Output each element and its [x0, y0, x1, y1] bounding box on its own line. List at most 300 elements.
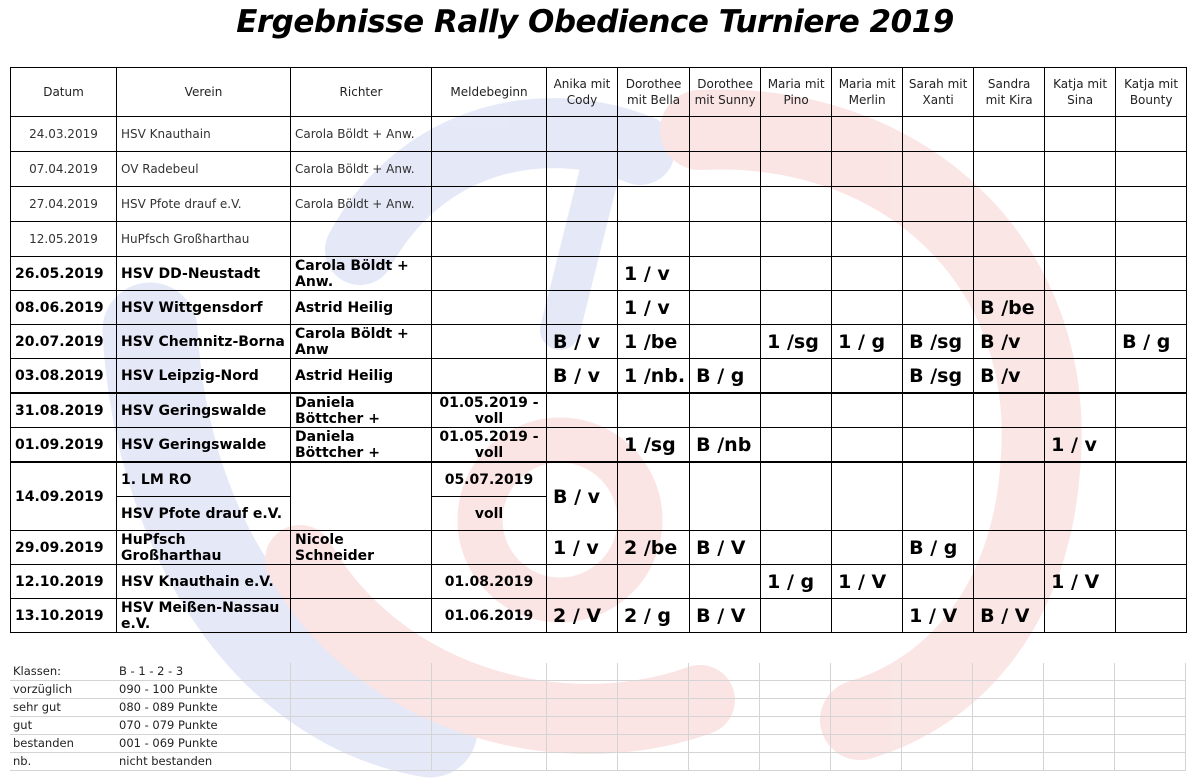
header-team-4: [832, 68, 903, 117]
cell-verein: HSV Pfote drauf e.V.: [117, 497, 291, 531]
cell-verein: HSV Knauthain: [117, 117, 291, 152]
cell-meldebeginn: 01.06.2019: [432, 599, 547, 633]
cell-result: [1045, 393, 1116, 428]
cell-result: [974, 428, 1045, 463]
cell-meldebeginn: 05.07.2019: [432, 462, 547, 497]
cell-result: 1 / v: [618, 291, 690, 325]
cell-meldebeginn: [432, 325, 547, 359]
legend-empty-cell: [688, 753, 759, 771]
header-team-line1: Anika mit: [553, 77, 611, 91]
cell-result: [690, 257, 761, 291]
cell-result: [761, 291, 832, 325]
cell-result: [1116, 222, 1187, 257]
legend-empty-cell: [1043, 681, 1114, 699]
cell-richter: Daniela Böttcher +: [291, 393, 432, 428]
legend-empty-cell: [1114, 735, 1185, 753]
table-row: [11, 599, 1187, 633]
legend-empty-cell: [759, 699, 830, 717]
cell-result: [903, 462, 974, 531]
cell-result: [690, 152, 761, 187]
cell-result: [690, 117, 761, 152]
legend-empty-cell: [431, 681, 546, 699]
cell-result: [690, 325, 761, 359]
table-row: [11, 325, 1187, 359]
cell-result: [618, 152, 690, 187]
cell-result: B / v: [547, 359, 618, 394]
cell-result: B /v: [974, 325, 1045, 359]
cell-meldebeginn: [432, 359, 547, 394]
legend-empty-cell: [901, 663, 972, 681]
cell-result: [690, 565, 761, 599]
cell-result: [974, 152, 1045, 187]
cell-result: [1045, 531, 1116, 565]
legend-empty-cell: [1114, 717, 1185, 735]
cell-verein: HSV DD-Neustadt: [117, 257, 291, 291]
legend-empty-cell: [1043, 699, 1114, 717]
cell-result: [832, 222, 903, 257]
header-team-0: [547, 68, 618, 117]
cell-result: [974, 565, 1045, 599]
cell-datum: 29.09.2019: [11, 531, 117, 565]
legend-empty-cell: [546, 753, 617, 771]
legend-empty-cell: [901, 753, 972, 771]
cell-result: [903, 117, 974, 152]
cell-result: 1 / v: [618, 257, 690, 291]
legend-empty-cell: [901, 699, 972, 717]
header-team-line1: Sandra: [987, 77, 1031, 91]
legend-empty-cell: [830, 735, 901, 753]
cell-meldebeginn: [432, 531, 547, 565]
legend-empty-cell: [290, 735, 431, 753]
cell-result: [690, 187, 761, 222]
cell-result: B / V: [974, 599, 1045, 633]
cell-result: 1 / g: [761, 565, 832, 599]
cell-result: [974, 187, 1045, 222]
legend-empty-cell: [688, 663, 759, 681]
table-row: [11, 565, 1187, 599]
cell-datum: 12.10.2019: [11, 565, 117, 599]
cell-result: B /sg: [903, 359, 974, 394]
cell-richter: Astrid Heilig: [291, 359, 432, 394]
legend-row: [10, 717, 1185, 735]
cell-result: [547, 393, 618, 428]
legend-key: nb.: [10, 753, 116, 771]
cell-result: [690, 222, 761, 257]
legend-empty-cell: [759, 753, 830, 771]
header-team-line2: Bounty: [1129, 93, 1173, 107]
cell-result: [903, 428, 974, 463]
legend-empty-cell: [546, 681, 617, 699]
cell-result: [1045, 257, 1116, 291]
cell-result: [690, 393, 761, 428]
legend-empty-cell: [1043, 735, 1114, 753]
header-team-line1: Dorothee: [625, 77, 682, 91]
legend-empty-cell: [1043, 663, 1114, 681]
header-team-line2: Sina: [1067, 93, 1094, 107]
cell-result: B /be: [974, 291, 1045, 325]
cell-datum: 31.08.2019: [11, 393, 117, 428]
legend-key: Klassen:: [10, 663, 116, 681]
legend-row: [10, 663, 1185, 681]
cell-result: [832, 187, 903, 222]
legend-empty-cell: [830, 681, 901, 699]
cell-verein: HuPfsch Großharthau: [117, 222, 291, 257]
header-richter: Richter: [291, 68, 432, 117]
cell-result: [832, 462, 903, 531]
cell-richter: Carola Böldt + Anw.: [291, 187, 432, 222]
legend-empty-cell: [972, 699, 1043, 717]
cell-richter: Nicole Schneider: [291, 531, 432, 565]
cell-result: [1116, 428, 1187, 463]
cell-result: [761, 359, 832, 394]
legend-empty-cell: [431, 717, 546, 735]
table-row: [11, 291, 1187, 325]
cell-result: [974, 462, 1045, 531]
cell-meldebeginn: [432, 222, 547, 257]
header-team-line2: Cody: [566, 93, 598, 107]
header-team-line1: Dorothee: [697, 77, 753, 91]
header-team-1: [618, 68, 690, 117]
cell-verein: HSV Wittgensdorf: [117, 291, 291, 325]
header-team-line2: mit Sunny: [694, 93, 756, 107]
cell-richter: [291, 565, 432, 599]
cell-result: [761, 393, 832, 428]
cell-result: [1045, 222, 1116, 257]
cell-result: [690, 291, 761, 325]
cell-result: 1 /be: [618, 325, 690, 359]
legend-empty-cell: [431, 735, 546, 753]
cell-result: [974, 222, 1045, 257]
cell-result: [1045, 117, 1116, 152]
cell-result: 2 / V: [547, 599, 618, 633]
header-team-line1: Maria mit: [767, 77, 825, 91]
table-row: [11, 222, 1187, 257]
cell-meldebeginn: [432, 117, 547, 152]
cell-richter: Carola Böldt + Anw.: [291, 257, 432, 291]
legend-empty-cell: [830, 663, 901, 681]
cell-result: 1 /sg: [618, 428, 690, 463]
legend-empty-cell: [617, 663, 688, 681]
cell-result: B / v: [547, 325, 618, 359]
legend-empty-cell: [1043, 753, 1114, 771]
legend-value: nicht bestanden: [116, 753, 290, 771]
legend-empty-cell: [546, 663, 617, 681]
cell-richter: [291, 599, 432, 633]
cell-meldebeginn: 01.08.2019: [432, 565, 547, 599]
legend-key: sehr gut: [10, 699, 116, 717]
cell-result: [1116, 565, 1187, 599]
cell-richter: Carola Böldt + Anw.: [291, 152, 432, 187]
header-team-line2: Xanti: [922, 93, 954, 107]
cell-result: 1 / g: [832, 325, 903, 359]
header-row: [11, 68, 1187, 117]
cell-verein: 1. LM RO: [117, 462, 291, 497]
cell-result: [1045, 291, 1116, 325]
cell-result: [618, 187, 690, 222]
cell-result: [1116, 531, 1187, 565]
cell-result: [618, 462, 690, 531]
table-row: [11, 359, 1187, 394]
cell-result: [974, 393, 1045, 428]
cell-result: B / V: [690, 599, 761, 633]
cell-result: [832, 152, 903, 187]
legend-empty-cell: [431, 699, 546, 717]
cell-result: [547, 428, 618, 463]
cell-result: B / g: [690, 359, 761, 394]
cell-verein: HSV Geringswalde: [117, 393, 291, 428]
table-row: [11, 257, 1187, 291]
cell-verein: HuPfsch Großharthau: [117, 531, 291, 565]
cell-datum: 12.05.2019: [11, 222, 117, 257]
header-datum: Datum: [11, 68, 117, 117]
cell-datum: 26.05.2019: [11, 257, 117, 291]
legend-empty-cell: [290, 753, 431, 771]
cell-result: 1 / v: [1045, 428, 1116, 463]
table-row: [11, 428, 1187, 463]
cell-verein: HSV Knauthain e.V.: [117, 565, 291, 599]
legend-empty-cell: [290, 699, 431, 717]
cell-verein: HSV Leipzig-Nord: [117, 359, 291, 394]
header-team-8: [1116, 68, 1187, 117]
legend-empty-cell: [759, 681, 830, 699]
cell-result: [1045, 462, 1116, 531]
legend-value: 070 - 079 Punkte: [116, 717, 290, 735]
cell-result: [974, 531, 1045, 565]
legend-empty-cell: [617, 681, 688, 699]
legend-empty-cell: [759, 735, 830, 753]
cell-result: [903, 257, 974, 291]
legend-empty-cell: [1043, 717, 1114, 735]
cell-datum: 20.07.2019: [11, 325, 117, 359]
cell-result: [547, 152, 618, 187]
results-table: [10, 67, 1187, 633]
cell-result: [547, 117, 618, 152]
cell-datum: 24.03.2019: [11, 117, 117, 152]
cell-result: [903, 187, 974, 222]
cell-richter: [291, 462, 432, 531]
cell-result: [547, 291, 618, 325]
legend-empty-cell: [546, 735, 617, 753]
cell-result: 2 / g: [618, 599, 690, 633]
cell-datum: 01.09.2019: [11, 428, 117, 463]
legend-empty-cell: [546, 717, 617, 735]
cell-result: B / g: [1116, 325, 1187, 359]
header-team-3: [761, 68, 832, 117]
header-meldebeginn: Meldebeginn: [432, 68, 547, 117]
legend-empty-cell: [546, 699, 617, 717]
cell-result: [618, 565, 690, 599]
header-team-line2: mit Bella: [626, 93, 681, 107]
cell-verein: HSV Pfote drauf e.V.: [117, 187, 291, 222]
header-team-line1: Katja mit: [1053, 77, 1108, 91]
legend-empty-cell: [972, 681, 1043, 699]
legend-row: [10, 735, 1185, 753]
legend-empty-cell: [290, 663, 431, 681]
legend-empty-cell: [759, 717, 830, 735]
header-team-7: [1045, 68, 1116, 117]
cell-meldebeginn: [432, 257, 547, 291]
cell-result: [974, 117, 1045, 152]
legend-empty-cell: [830, 717, 901, 735]
legend-empty-cell: [431, 753, 546, 771]
legend-key: gut: [10, 717, 116, 735]
legend-empty-cell: [972, 753, 1043, 771]
legend-empty-cell: [688, 681, 759, 699]
cell-result: [761, 257, 832, 291]
cell-result: 1 / V: [903, 599, 974, 633]
header-team-line2: mit Kira: [985, 93, 1033, 107]
legend-empty-cell: [1114, 699, 1185, 717]
header-team-6: [974, 68, 1045, 117]
legend-value: 001 - 069 Punkte: [116, 735, 290, 753]
table-row: [11, 152, 1187, 187]
cell-result: [547, 565, 618, 599]
legend-empty-cell: [688, 735, 759, 753]
cell-result: [832, 428, 903, 463]
page-title: Ergebnisse Rally Obedience Turniere 2019: [236, 4, 954, 40]
cell-result: 2 /be: [618, 531, 690, 565]
cell-result: [903, 291, 974, 325]
header-team-line1: Katja mit: [1124, 77, 1179, 91]
cell-result: [832, 393, 903, 428]
cell-result: [1116, 462, 1187, 531]
cell-result: B /nb: [690, 428, 761, 463]
cell-datum: 27.04.2019: [11, 187, 117, 222]
legend-empty-cell: [972, 735, 1043, 753]
cell-result: [1116, 257, 1187, 291]
table-row: [11, 393, 1187, 428]
cell-result: [761, 117, 832, 152]
cell-result: [761, 187, 832, 222]
cell-datum: 08.06.2019: [11, 291, 117, 325]
cell-datum: 14.09.2019: [11, 462, 117, 531]
legend-key: vorzüglich: [10, 681, 116, 699]
legend-value: B - 1 - 2 - 3: [116, 663, 290, 681]
cell-result: [903, 393, 974, 428]
table-row: [11, 531, 1187, 565]
cell-richter: Carola Böldt + Anw: [291, 325, 432, 359]
cell-verein: HSV Geringswalde: [117, 428, 291, 463]
cell-result: [761, 462, 832, 531]
cell-result: [832, 531, 903, 565]
cell-result: [832, 359, 903, 394]
cell-result: [832, 257, 903, 291]
cell-result: [1116, 291, 1187, 325]
legend-row: [10, 753, 1185, 771]
legend-value: 080 - 089 Punkte: [116, 699, 290, 717]
header-team-line1: Sarah mit: [908, 77, 968, 91]
cell-result: [903, 565, 974, 599]
cell-result: [761, 222, 832, 257]
cell-richter: [291, 222, 432, 257]
legend-key: bestanden: [10, 735, 116, 753]
header-verein: Verein: [117, 68, 291, 117]
cell-meldebeginn: [432, 187, 547, 222]
legend-table: [10, 663, 1186, 771]
legend-empty-cell: [1114, 681, 1185, 699]
cell-result: [1116, 187, 1187, 222]
legend-empty-cell: [972, 717, 1043, 735]
cell-result: [618, 393, 690, 428]
legend-empty-cell: [688, 717, 759, 735]
cell-verein: HSV Chemnitz-Borna: [117, 325, 291, 359]
cell-richter: Carola Böldt + Anw.: [291, 117, 432, 152]
table-row: [11, 187, 1187, 222]
cell-result: 1 /nb.: [618, 359, 690, 394]
legend-empty-cell: [1114, 663, 1185, 681]
cell-result: [618, 117, 690, 152]
cell-datum: 03.08.2019: [11, 359, 117, 394]
cell-meldebeginn: [432, 152, 547, 187]
legend-empty-cell: [617, 717, 688, 735]
cell-result: [547, 222, 618, 257]
legend-row: [10, 699, 1185, 717]
cell-result: 1 /sg: [761, 325, 832, 359]
cell-result: [1045, 359, 1116, 394]
cell-result: [690, 462, 761, 531]
cell-result: [903, 222, 974, 257]
cell-result: [761, 428, 832, 463]
cell-result: [761, 152, 832, 187]
cell-result: B / V: [690, 531, 761, 565]
cell-result: [903, 152, 974, 187]
legend-empty-cell: [617, 699, 688, 717]
cell-result: [832, 291, 903, 325]
legend-empty-cell: [1114, 753, 1185, 771]
cell-verein: HSV Meißen-Nassau e.V.: [117, 599, 291, 633]
legend-empty-cell: [972, 663, 1043, 681]
cell-result: [1045, 152, 1116, 187]
cell-result: 1 / v: [547, 531, 618, 565]
cell-result: [761, 531, 832, 565]
cell-result: B /v: [974, 359, 1045, 394]
header-team-2: [690, 68, 761, 117]
cell-result: [1116, 152, 1187, 187]
legend-empty-cell: [901, 681, 972, 699]
cell-result: 1 / V: [832, 565, 903, 599]
legend-empty-cell: [759, 663, 830, 681]
cell-result: [1116, 393, 1187, 428]
cell-result: [761, 599, 832, 633]
cell-datum: 07.04.2019: [11, 152, 117, 187]
table-row: [11, 117, 1187, 152]
cell-richter: Daniela Böttcher +: [291, 428, 432, 463]
cell-meldebeginn: [432, 291, 547, 325]
header-team-line2: Pino: [783, 93, 809, 107]
cell-meldebeginn: voll: [432, 497, 547, 531]
legend-empty-cell: [617, 753, 688, 771]
legend-empty-cell: [901, 717, 972, 735]
cell-result: [547, 257, 618, 291]
cell-result: B / v: [547, 462, 618, 531]
legend-empty-cell: [290, 717, 431, 735]
cell-result: B / g: [903, 531, 974, 565]
legend-empty-cell: [901, 735, 972, 753]
cell-result: 1 / V: [1045, 565, 1116, 599]
cell-result: [1116, 117, 1187, 152]
legend-empty-cell: [830, 699, 901, 717]
legend-empty-cell: [617, 735, 688, 753]
header-team-5: [903, 68, 974, 117]
legend-empty-cell: [431, 663, 546, 681]
header-team-line2: Merlin: [848, 93, 886, 107]
table-row: [11, 462, 1187, 497]
cell-result: [1116, 599, 1187, 633]
cell-result: [1045, 187, 1116, 222]
cell-result: [547, 187, 618, 222]
cell-result: [832, 117, 903, 152]
cell-datum: 13.10.2019: [11, 599, 117, 633]
